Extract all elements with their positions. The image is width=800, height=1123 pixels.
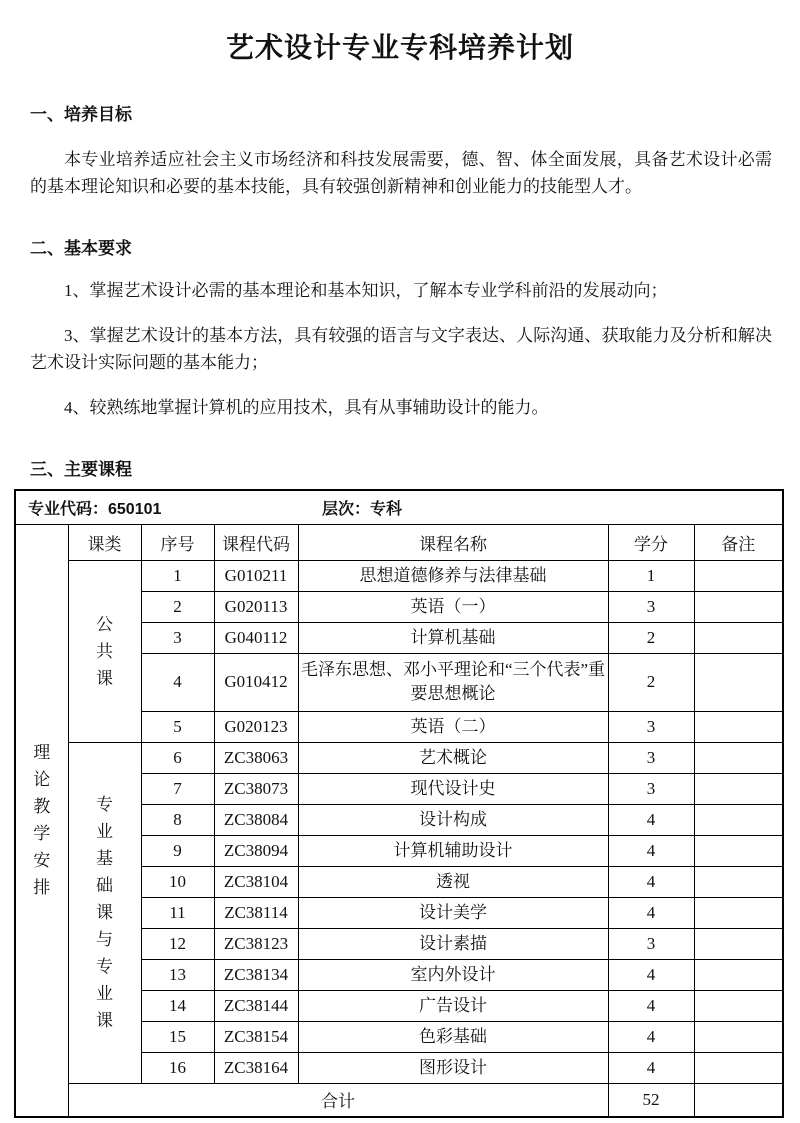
credits-cell: 3 — [608, 773, 694, 804]
credits-cell: 4 — [608, 990, 694, 1021]
total-credits-cell: 52 — [608, 1083, 694, 1117]
seq-cell: 6 — [141, 742, 214, 773]
seq-cell: 4 — [141, 653, 214, 711]
code-cell: G020113 — [214, 591, 298, 622]
seq-cell: 13 — [141, 959, 214, 990]
note-cell — [694, 990, 783, 1021]
name-cell: 设计素描 — [298, 928, 608, 959]
name-cell: 设计美学 — [298, 897, 608, 928]
credits-cell: 3 — [608, 928, 694, 959]
total-note-cell — [694, 1083, 783, 1117]
credits-cell: 4 — [608, 959, 694, 990]
header-seq: 序号 — [141, 524, 214, 560]
note-cell — [694, 773, 783, 804]
credits-cell: 3 — [608, 591, 694, 622]
code-cell: ZC38094 — [214, 835, 298, 866]
name-cell: 思想道德修养与法律基础 — [298, 560, 608, 591]
note-cell — [694, 959, 783, 990]
header-credits: 学分 — [608, 524, 694, 560]
header-note: 备注 — [694, 524, 783, 560]
name-cell: 透视 — [298, 866, 608, 897]
note-cell — [694, 866, 783, 897]
seq-cell: 11 — [141, 897, 214, 928]
seq-cell: 7 — [141, 773, 214, 804]
note-cell — [694, 560, 783, 591]
requirement-item-1: 1、掌握艺术设计必需的基本理论和基本知识，了解本专业学科前沿的发展动向； — [64, 281, 668, 300]
code-cell: ZC38114 — [214, 897, 298, 928]
name-cell: 现代设计史 — [298, 773, 608, 804]
credits-cell: 4 — [608, 1021, 694, 1052]
note-cell — [694, 1052, 783, 1083]
total-label-cell: 合计 — [68, 1083, 608, 1117]
table-meta-row — [15, 490, 783, 524]
side-label: 理论教学安排 — [33, 743, 51, 898]
group-public-courses-label: 公共课 — [96, 614, 113, 688]
table-header-row — [15, 524, 783, 560]
name-cell: 室内外设计 — [298, 959, 608, 990]
document-page — [0, 26, 800, 1123]
code-cell: G020123 — [214, 711, 298, 742]
total-row — [15, 1083, 783, 1117]
seq-cell: 5 — [141, 711, 214, 742]
group-major-courses-label: 专业基础课与专业课 — [96, 795, 113, 1030]
note-cell — [694, 653, 783, 711]
credits-cell: 4 — [608, 866, 694, 897]
note-cell — [694, 591, 783, 622]
section-heading-requirements: 二、基本要求 — [30, 239, 132, 258]
seq-cell: 8 — [141, 804, 214, 835]
seq-cell: 2 — [141, 591, 214, 622]
code-cell: ZC38154 — [214, 1021, 298, 1052]
credits-cell: 4 — [608, 897, 694, 928]
credits-cell: 1 — [608, 560, 694, 591]
course-row — [15, 742, 783, 773]
section-heading-courses: 三、主要课程 — [30, 460, 132, 479]
seq-cell: 12 — [141, 928, 214, 959]
document-title: 艺术设计专业专科培养计划 — [225, 32, 574, 63]
name-cell: 计算机基础 — [298, 622, 608, 653]
side-label-cell — [15, 524, 68, 1117]
code-cell: G010211 — [214, 560, 298, 591]
credits-cell: 2 — [608, 653, 694, 711]
seq-cell: 3 — [141, 622, 214, 653]
note-cell — [694, 742, 783, 773]
credits-cell: 3 — [608, 711, 694, 742]
note-cell — [694, 622, 783, 653]
code-cell: ZC38063 — [214, 742, 298, 773]
seq-cell: 9 — [141, 835, 214, 866]
note-cell — [694, 1021, 783, 1052]
name-cell: 英语（二） — [298, 711, 608, 742]
note-cell — [694, 897, 783, 928]
group-major-courses-cell — [68, 742, 141, 1083]
code-cell: ZC38144 — [214, 990, 298, 1021]
note-cell — [694, 804, 783, 835]
code-cell: G040112 — [214, 622, 298, 653]
requirement-item-4: 4、较熟练地掌握计算机的应用技术，具有从事辅助设计的能力。 — [64, 398, 549, 417]
header-name: 课程名称 — [298, 524, 608, 560]
header-course-type: 课类 — [68, 524, 141, 560]
section-heading-goal: 一、培养目标 — [30, 105, 132, 124]
seq-cell: 10 — [141, 866, 214, 897]
level-label: 层次：专科 — [322, 500, 403, 518]
credits-cell: 4 — [608, 835, 694, 866]
header-code: 课程代码 — [214, 524, 298, 560]
seq-cell: 14 — [141, 990, 214, 1021]
code-cell: G010412 — [214, 653, 298, 711]
name-cell: 图形设计 — [298, 1052, 608, 1083]
course-table — [14, 489, 784, 1118]
credits-cell: 4 — [608, 1052, 694, 1083]
code-cell: ZC38073 — [214, 773, 298, 804]
code-cell: ZC38104 — [214, 866, 298, 897]
name-cell: 艺术概论 — [298, 742, 608, 773]
major-code-label: 专业代码：650101 — [28, 500, 162, 518]
credits-cell: 3 — [608, 742, 694, 773]
name-cell: 英语（一） — [298, 591, 608, 622]
note-cell — [694, 835, 783, 866]
requirement-item-3: 3、掌握艺术设计的基本方法，具有较强的语言与文字表达、人际沟通、获取能力及分析和解决艺术设计实际问题的基本能力； — [30, 326, 772, 372]
code-cell: ZC38123 — [214, 928, 298, 959]
goal-paragraph: 本专业培养适应社会主义市场经济和科技发展需要，德、智、体全面发展，具备艺术设计必需的基本理论知识和必要的基本技能，具有较强创新精神和创业能力的技能型人才。 — [30, 150, 772, 196]
name-cell: 毛泽东思想、邓小平理论和“三个代表”重要思想概论 — [298, 653, 608, 711]
seq-cell: 1 — [141, 560, 214, 591]
code-cell: ZC38084 — [214, 804, 298, 835]
name-cell: 广告设计 — [298, 990, 608, 1021]
name-cell: 设计构成 — [298, 804, 608, 835]
name-cell: 色彩基础 — [298, 1021, 608, 1052]
note-cell — [694, 711, 783, 742]
code-cell: ZC38164 — [214, 1052, 298, 1083]
name-cell: 计算机辅助设计 — [298, 835, 608, 866]
note-cell — [694, 928, 783, 959]
seq-cell: 16 — [141, 1052, 214, 1083]
group-public-courses-cell — [68, 560, 141, 742]
course-row — [15, 560, 783, 591]
credits-cell: 2 — [608, 622, 694, 653]
seq-cell: 15 — [141, 1021, 214, 1052]
credits-cell: 4 — [608, 804, 694, 835]
code-cell: ZC38134 — [214, 959, 298, 990]
